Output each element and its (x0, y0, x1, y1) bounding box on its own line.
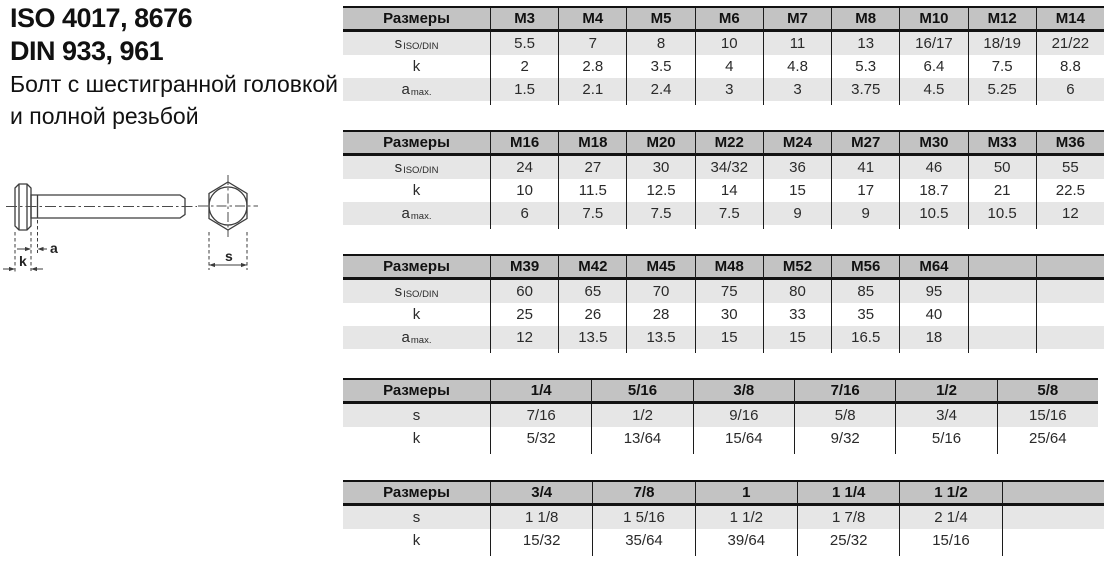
value-cell: 5.25 (968, 78, 1036, 101)
value-cell: 15 (763, 326, 831, 349)
value-cell: 9 (763, 202, 831, 225)
value-cell: 21 (968, 179, 1036, 202)
value-cell: 40 (899, 303, 967, 326)
value-cell: 70 (626, 280, 694, 303)
column-header: M64 (899, 256, 967, 280)
value-cell: 5.5 (490, 32, 558, 55)
value-cell: 16/17 (899, 32, 967, 55)
value-cell: 15/64 (693, 427, 794, 450)
column-header: 3/8 (693, 380, 794, 404)
column-line-overhang (626, 349, 694, 353)
column-line-overhang (558, 349, 626, 353)
column-line-overhang (591, 450, 692, 454)
column-header: M4 (558, 8, 626, 32)
value-cell: 2.4 (626, 78, 694, 101)
table-header-label: Размеры (343, 8, 490, 32)
column-line-overhang (968, 101, 1036, 105)
row-label-subscript: max. (410, 210, 432, 222)
bolt-technical-drawing (0, 165, 290, 283)
arrowhead (241, 263, 247, 267)
value-cell (1036, 303, 1104, 326)
arrowhead (25, 247, 31, 251)
column-line-overhang (968, 349, 1036, 353)
column-line-overhang (1036, 349, 1104, 353)
column-line-overhang (763, 101, 831, 105)
value-cell: 1 5/16 (592, 506, 694, 529)
column-header: 1 1/2 (899, 482, 1001, 506)
arrowhead (209, 263, 215, 267)
column-line-overhang (763, 225, 831, 229)
value-cell: 30 (695, 303, 763, 326)
value-cell: 3.75 (831, 78, 899, 101)
value-cell: 22.5 (1036, 179, 1104, 202)
value-cell: 12.5 (626, 179, 694, 202)
column-line-overhang (558, 101, 626, 105)
column-header: 7/8 (592, 482, 694, 506)
value-cell: 4.8 (763, 55, 831, 78)
value-cell: 25 (490, 303, 558, 326)
value-cell: 1 1/8 (490, 506, 592, 529)
row-label: a $_{max.}$ (343, 78, 490, 101)
column-line-overhang (695, 349, 763, 353)
column-header: M36 (1036, 132, 1104, 156)
column-header: M10 (899, 8, 967, 32)
row-label-subscript: ISO/DIN (403, 288, 439, 300)
column-header: M18 (558, 132, 626, 156)
value-cell: 14 (695, 179, 763, 202)
column-line-overhang (490, 101, 558, 105)
column-line-overhang (695, 552, 797, 556)
table-header-label: Размеры (343, 132, 490, 156)
value-cell: 11 (763, 32, 831, 55)
table-header-label: Размеры (343, 380, 490, 404)
column-line-overhang (899, 349, 967, 353)
value-cell: 4.5 (899, 78, 967, 101)
value-cell (968, 303, 1036, 326)
value-cell: 10.5 (968, 202, 1036, 225)
column-line-overhang (831, 225, 899, 229)
value-cell (1002, 506, 1104, 529)
value-cell: 18/19 (968, 32, 1036, 55)
column-header: M7 (763, 8, 831, 32)
dimension-table-metric-m16-m36 (343, 130, 1104, 229)
column-line-overhang (343, 552, 490, 556)
column-line-overhang (831, 101, 899, 105)
value-cell: 6 (1036, 78, 1104, 101)
column-line-overhang (490, 225, 558, 229)
value-cell: 13.5 (626, 326, 694, 349)
value-cell: 60 (490, 280, 558, 303)
column-line-overhang (490, 349, 558, 353)
value-cell: 1 7/8 (797, 506, 899, 529)
column-line-overhang (831, 349, 899, 353)
column-line-overhang (558, 225, 626, 229)
row-label: k (412, 430, 421, 447)
value-cell: 5/16 (895, 427, 996, 450)
value-cell: 10 (695, 32, 763, 55)
value-cell: 15/16 (997, 404, 1098, 427)
value-cell: 7/16 (490, 404, 591, 427)
value-cell: 21/22 (1036, 32, 1104, 55)
table-header-label: Размеры (343, 482, 490, 506)
column-line-overhang (899, 552, 1001, 556)
value-cell: 15 (763, 179, 831, 202)
column-line-overhang (626, 225, 694, 229)
value-cell: 7.5 (626, 202, 694, 225)
row-label: k (412, 58, 421, 75)
dimension-table-metric-m39-m64 (343, 254, 1104, 353)
product-description-line-1: Болт с шестигранной головкой (10, 71, 338, 97)
value-cell (1002, 529, 1104, 552)
arrowhead (38, 247, 44, 251)
value-cell: 2.8 (558, 55, 626, 78)
value-cell: 2 (490, 55, 558, 78)
value-cell: 80 (763, 280, 831, 303)
table-header-label: Размеры (343, 256, 490, 280)
column-header: 1/4 (490, 380, 591, 404)
value-cell: 33 (763, 303, 831, 326)
value-cell: 35 (831, 303, 899, 326)
value-cell: 1.5 (490, 78, 558, 101)
column-line-overhang (343, 225, 490, 229)
column-line-overhang (592, 552, 694, 556)
value-cell: 1/2 (591, 404, 692, 427)
column-line-overhang (693, 450, 794, 454)
value-cell: 39/64 (695, 529, 797, 552)
value-cell: 28 (626, 303, 694, 326)
dim-a-label: a (50, 240, 58, 256)
value-cell: 55 (1036, 156, 1104, 179)
value-cell: 13 (831, 32, 899, 55)
value-cell: 85 (831, 280, 899, 303)
column-header: 1 (695, 482, 797, 506)
column-line-overhang (899, 101, 967, 105)
value-cell: 6 (490, 202, 558, 225)
value-cell: 9/16 (693, 404, 794, 427)
row-label: s $_{ISO/DIN}$ (343, 280, 490, 303)
column-header: M12 (968, 8, 1036, 32)
dim-s-label: s (225, 248, 233, 264)
value-cell: 27 (558, 156, 626, 179)
row-label: s (343, 404, 490, 427)
column-line-overhang (899, 225, 967, 229)
column-header: M45 (626, 256, 694, 280)
value-cell: 26 (558, 303, 626, 326)
value-cell: 8.8 (1036, 55, 1104, 78)
value-cell: 1 1/2 (695, 506, 797, 529)
dimension-table-inch-large (343, 480, 1104, 556)
row-label: s (343, 506, 490, 529)
value-cell: 12 (1036, 202, 1104, 225)
value-cell: 15/32 (490, 529, 592, 552)
column-line-overhang (794, 450, 895, 454)
value-cell: 3/4 (895, 404, 996, 427)
column-header: M24 (763, 132, 831, 156)
dimension-table-metric-m3-m14 (343, 6, 1104, 105)
arrowhead (9, 267, 15, 271)
column-line-overhang (1036, 225, 1104, 229)
standard-iso-title: ISO 4017, 8676 (10, 3, 193, 33)
column-line-overhang (490, 552, 592, 556)
value-cell: 2.1 (558, 78, 626, 101)
column-header: M5 (626, 8, 694, 32)
product-description-line-2: и полной резьбой (10, 103, 199, 129)
column-header: M22 (695, 132, 763, 156)
column-line-overhang (1036, 101, 1104, 105)
column-header (1002, 482, 1104, 506)
value-cell: 17 (831, 179, 899, 202)
value-cell: 75 (695, 280, 763, 303)
value-cell (1036, 326, 1104, 349)
row-label-subscript: ISO/DIN (403, 164, 439, 176)
column-header: M3 (490, 8, 558, 32)
value-cell (1036, 280, 1104, 303)
value-cell: 5/8 (794, 404, 895, 427)
value-cell: 30 (626, 156, 694, 179)
dimension-table-inch-small (343, 378, 1098, 454)
arrowhead (31, 267, 37, 271)
value-cell: 25/32 (797, 529, 899, 552)
value-cell: 6.4 (899, 55, 967, 78)
value-cell: 7 (558, 32, 626, 55)
column-line-overhang (895, 450, 996, 454)
value-cell: 41 (831, 156, 899, 179)
row-label: a $_{max.}$ (343, 326, 490, 349)
column-line-overhang (343, 450, 490, 454)
column-header: M27 (831, 132, 899, 156)
value-cell: 12 (490, 326, 558, 349)
value-cell: 18.7 (899, 179, 967, 202)
row-label: a $_{max.}$ (343, 202, 490, 225)
value-cell: 50 (968, 156, 1036, 179)
dim-k-label: k (19, 253, 27, 269)
column-header: M16 (490, 132, 558, 156)
standard-din-title: DIN 933, 961 (10, 36, 164, 66)
value-cell: 10.5 (899, 202, 967, 225)
value-cell: 3 (695, 78, 763, 101)
value-cell: 13/64 (591, 427, 692, 450)
value-cell: 4 (695, 55, 763, 78)
row-label-subscript: max. (410, 334, 432, 346)
column-header: 3/4 (490, 482, 592, 506)
value-cell: 7.5 (558, 202, 626, 225)
value-cell: 16.5 (831, 326, 899, 349)
column-header: M56 (831, 256, 899, 280)
value-cell: 7.5 (695, 202, 763, 225)
column-header (1036, 256, 1104, 280)
value-cell: 35/64 (592, 529, 694, 552)
column-line-overhang (763, 349, 831, 353)
value-cell: 15/16 (899, 529, 1001, 552)
value-cell: 18 (899, 326, 967, 349)
column-header: M52 (763, 256, 831, 280)
column-header: 1 1/4 (797, 482, 899, 506)
value-cell: 24 (490, 156, 558, 179)
value-cell: 11.5 (558, 179, 626, 202)
row-label: s $_{ISO/DIN}$ (343, 156, 490, 179)
row-label-subscript: max. (410, 86, 432, 98)
column-header: 5/16 (591, 380, 692, 404)
column-header: M20 (626, 132, 694, 156)
value-cell: 5.3 (831, 55, 899, 78)
column-line-overhang (695, 101, 763, 105)
value-cell (968, 326, 1036, 349)
value-cell: 9 (831, 202, 899, 225)
value-cell: 3 (763, 78, 831, 101)
value-cell: 95 (899, 280, 967, 303)
column-header (968, 256, 1036, 280)
value-cell: 36 (763, 156, 831, 179)
column-header: M14 (1036, 8, 1104, 32)
row-label: k (412, 532, 421, 549)
column-line-overhang (695, 225, 763, 229)
value-cell: 9/32 (794, 427, 895, 450)
column-line-overhang (343, 101, 490, 105)
column-header: M33 (968, 132, 1036, 156)
column-line-overhang (968, 225, 1036, 229)
value-cell: 10 (490, 179, 558, 202)
column-header: M39 (490, 256, 558, 280)
title-block (10, 2, 338, 132)
value-cell (968, 280, 1036, 303)
row-label: s $_{ISO/DIN}$ (343, 32, 490, 55)
column-line-overhang (626, 101, 694, 105)
value-cell: 8 (626, 32, 694, 55)
column-header: M8 (831, 8, 899, 32)
value-cell: 5/32 (490, 427, 591, 450)
row-label-subscript: ISO/DIN (403, 40, 439, 52)
column-header: M42 (558, 256, 626, 280)
value-cell: 2 1/4 (899, 506, 1001, 529)
value-cell: 7.5 (968, 55, 1036, 78)
column-header: M48 (695, 256, 763, 280)
column-line-overhang (797, 552, 899, 556)
column-line-overhang (1002, 552, 1104, 556)
column-line-overhang (997, 450, 1098, 454)
column-header: 1/2 (895, 380, 996, 404)
value-cell: 46 (899, 156, 967, 179)
column-header: M30 (899, 132, 967, 156)
value-cell: 25/64 (997, 427, 1098, 450)
row-label: k (412, 182, 421, 199)
value-cell: 13.5 (558, 326, 626, 349)
value-cell: 15 (695, 326, 763, 349)
value-cell: 3.5 (626, 55, 694, 78)
column-line-overhang (490, 450, 591, 454)
row-label: k (412, 306, 421, 323)
column-header: M6 (695, 8, 763, 32)
column-line-overhang (343, 349, 490, 353)
column-header: 7/16 (794, 380, 895, 404)
column-header: 5/8 (997, 380, 1098, 404)
value-cell: 34/32 (695, 156, 763, 179)
value-cell: 65 (558, 280, 626, 303)
